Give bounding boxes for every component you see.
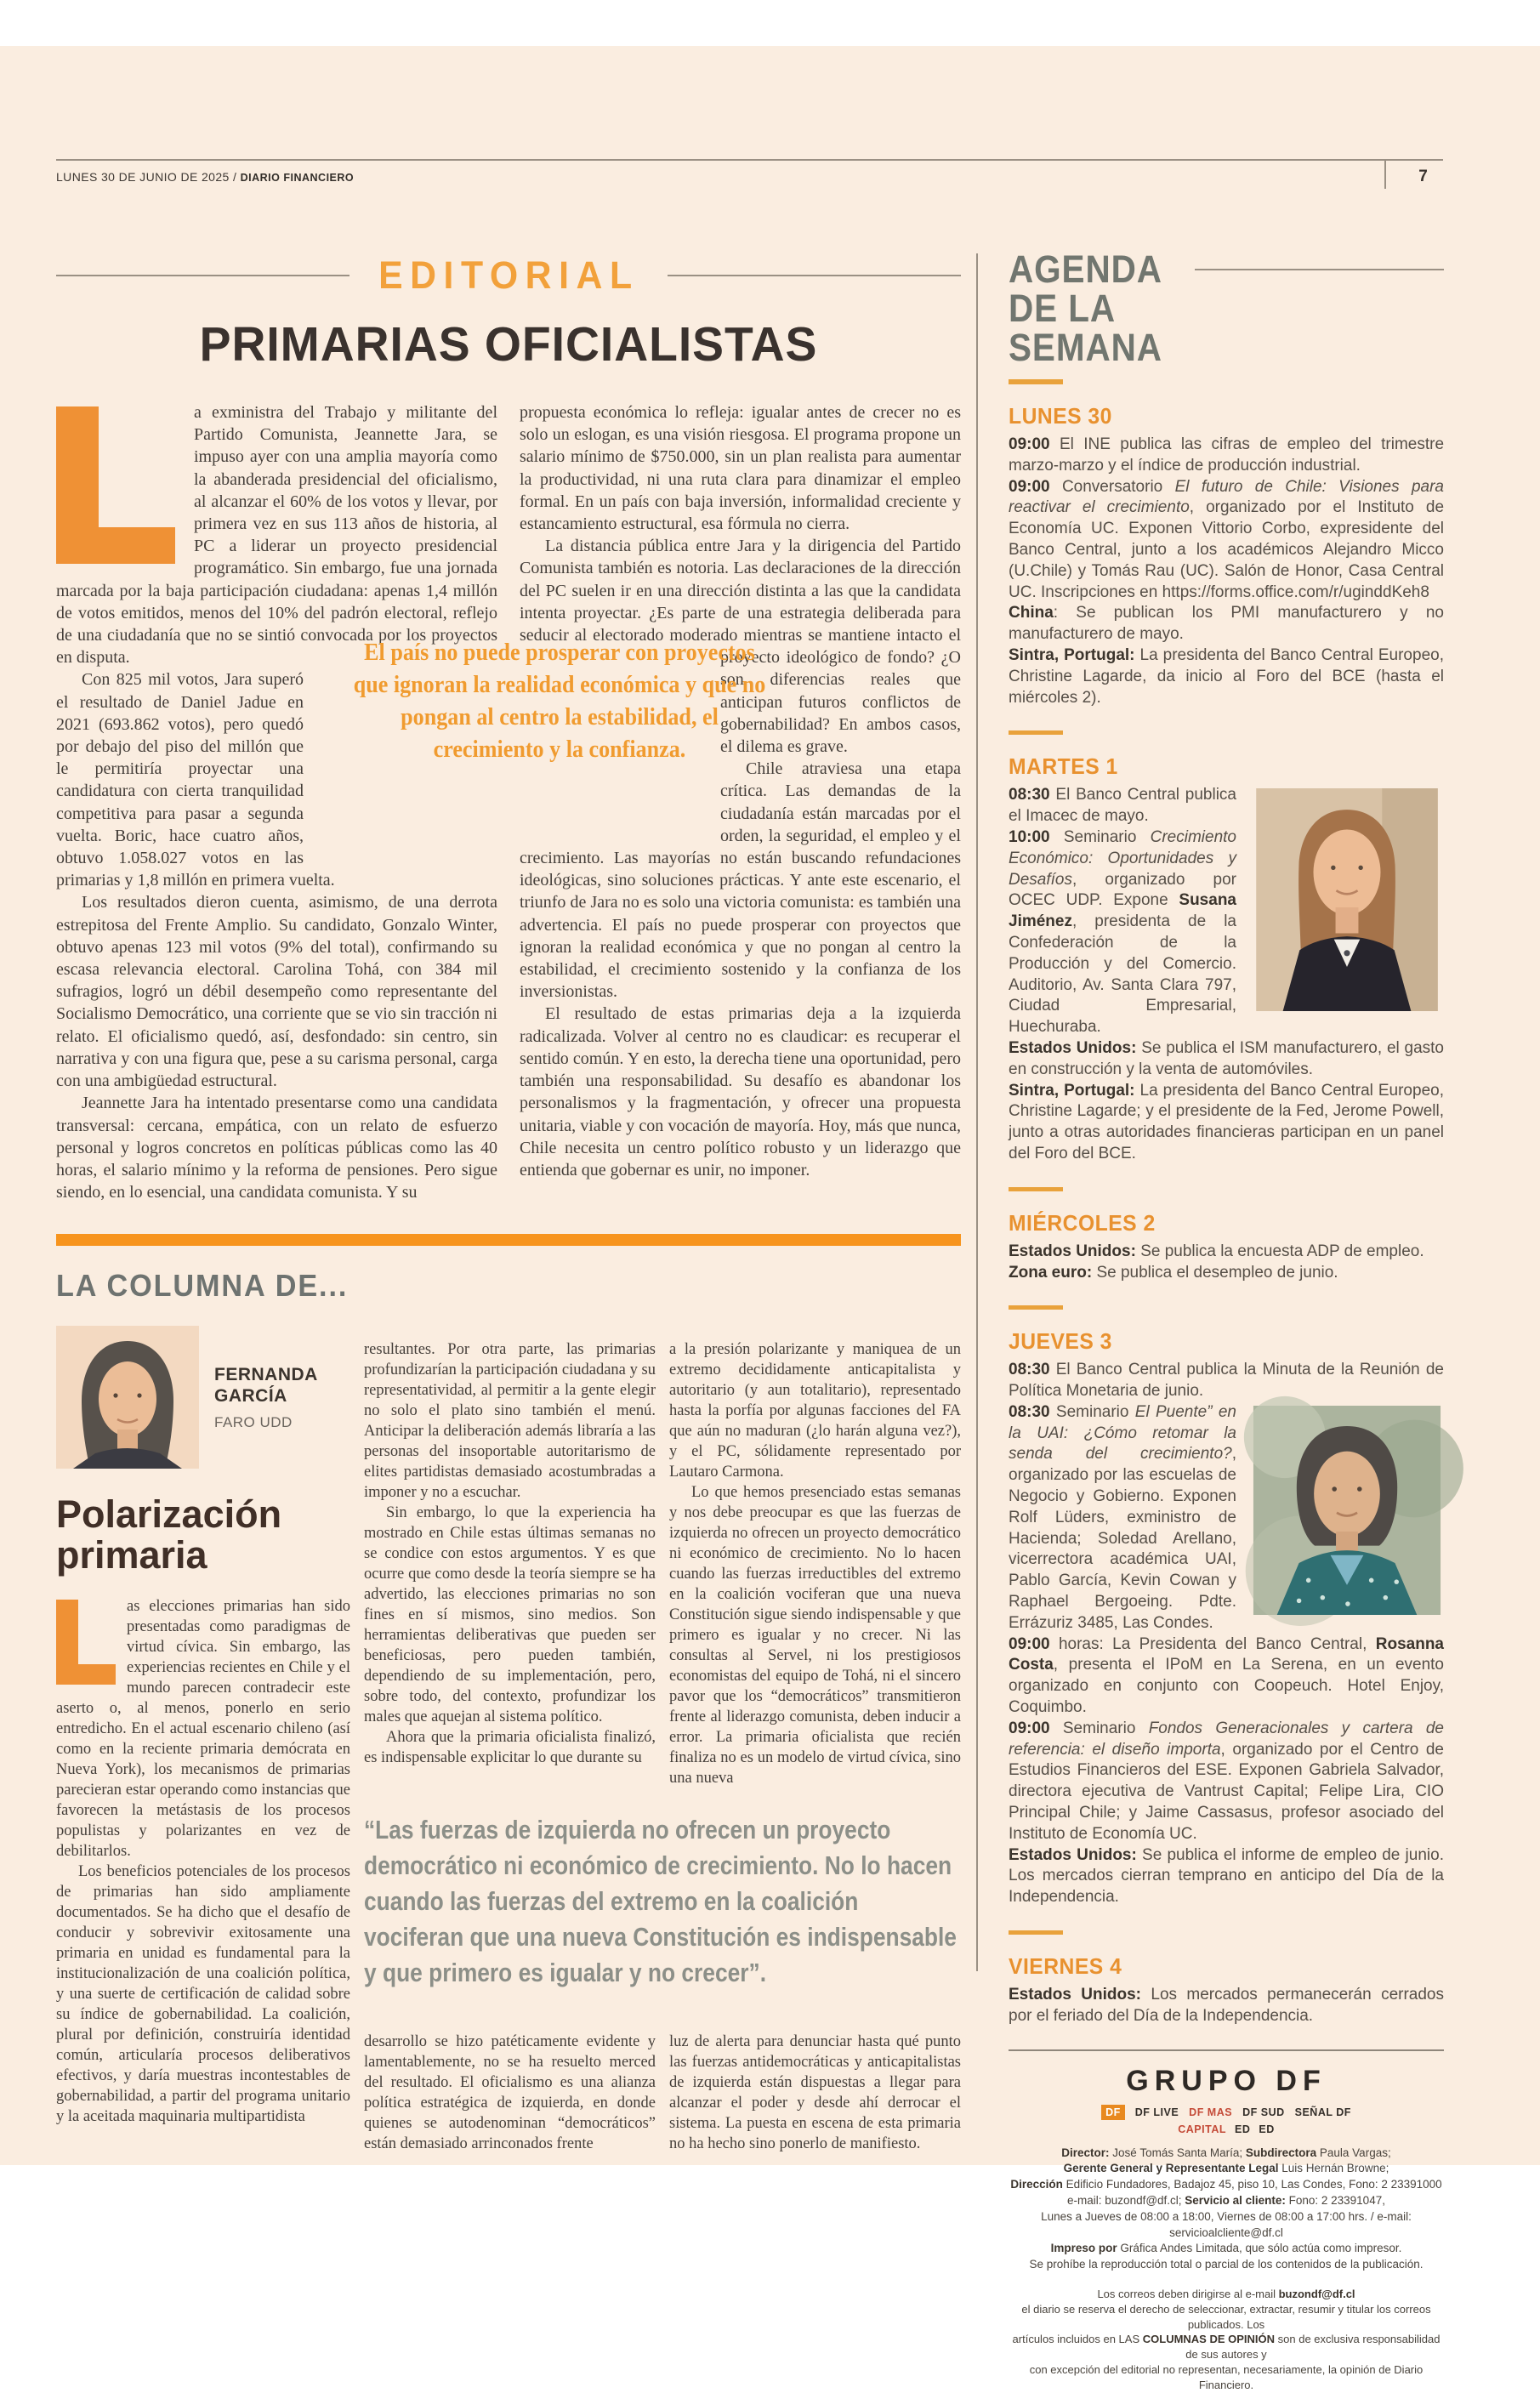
columna-paragraph: Los beneficios potenciales de los procesos de primarias han sido ampliamente documentados. Se ha dicho que el desafío de conducir y sobrevivir exitosamente una primaria en unidad es fundamental para la institucionalización de una coalición política, y una suerte de certificación de calidad sobre su índice de gobernabilidad. La coalición, plural por definición, construiría identidad común, articularía procesos deliberativos efectivos, y daría muestras incontestables de gobernabilidad, a partir del programa unitario y la aceitada maquinaria multipartidista xyxy=(56,1862,350,2125)
masthead xyxy=(1009,2049,1444,2393)
columna-paragraph: desarrollo se hizo patéticamente evidente y lamentablemente, no se ha resuelto merced del resultado. El oficialismo es una alianza política estratégica de izquierda, en donde quienes se autodenominan “democráticos” están demasiado arrinconados frente xyxy=(364,2033,656,2153)
day-label: LUNES 30 xyxy=(1009,403,1112,429)
page-number: 7 xyxy=(1418,168,1428,185)
day-divider xyxy=(1009,1187,1063,1191)
text-segment: , organizado por OCEC UDP. Expone xyxy=(1009,870,1236,910)
columna-colC-bottom xyxy=(669,2032,961,2154)
text-segment: 09:00 xyxy=(1009,1719,1063,1737)
author-affiliation: FARO UDD xyxy=(214,1413,293,1430)
day-label: VIERNES 4 xyxy=(1009,1953,1122,1980)
day-divider xyxy=(1009,1930,1063,1935)
dateline xyxy=(56,170,354,184)
text-segment: Seminario xyxy=(1063,827,1151,846)
agenda-day-martes xyxy=(1009,753,1444,1164)
text-segment: buzondf@df.cl xyxy=(1278,2287,1355,2300)
section-divider-bar xyxy=(56,1234,961,1246)
text-segment: China xyxy=(1009,604,1054,622)
columna-colC-top xyxy=(669,1339,961,1788)
text-segment: 10:00 xyxy=(1009,827,1064,846)
brand-logo: SEÑAL DF xyxy=(1294,2106,1351,2118)
author-name: FERNANDA GARCÍA xyxy=(214,1365,318,1407)
columna-section xyxy=(56,1268,961,2154)
day-divider xyxy=(1009,730,1063,735)
columna-title: Polarización primaria xyxy=(56,1492,282,1577)
agenda-item xyxy=(1009,1985,1444,2027)
columna-top-row xyxy=(364,1319,961,1788)
masthead-line xyxy=(1009,2362,1444,2393)
dropcap-letter-L xyxy=(56,1600,116,1685)
agenda-item xyxy=(1009,1360,1444,1402)
text-segment: Edificio Fundadores, Badajoz 45, piso 10, Las Condes, Fono: 2 23391000 xyxy=(1065,2178,1442,2191)
text-segment: Impreso por xyxy=(1050,2242,1121,2255)
text-segment: José Tomás Santa María; xyxy=(1112,2146,1246,2159)
text-segment: : Se publican los PMI manufacturero y no manufacturero de mayo. xyxy=(1009,604,1444,644)
text-segment: e-mail: buzondf@df.cl; xyxy=(1067,2194,1185,2207)
text-segment: Rosanna Costa xyxy=(1009,1634,1444,1674)
editorial-body xyxy=(56,401,961,1203)
text-segment: Los correos deben dirigirse al e-mail xyxy=(1097,2287,1279,2300)
day-label: JUEVES 3 xyxy=(1009,1328,1112,1355)
agenda-sidebar xyxy=(1009,247,1445,2393)
text-segment: El futuro de Chile: Visiones para reactivar el crecimiento xyxy=(1009,477,1444,517)
text-segment: Se publica la encuesta ADP de empleo. xyxy=(1140,1242,1424,1260)
editorial-kicker-row xyxy=(56,253,961,298)
susana-jimenez-photo xyxy=(1250,788,1444,1015)
columna-colB-bottom xyxy=(364,2032,656,2154)
text-segment: , presenta el IPoM en La Serena, en un evento organizado en conjunto con Coopeuch. Hotel Enjoy, Coquimbo. xyxy=(1009,1656,1444,1717)
text-segment: el diario se reserva el derecho de seleccionar, extractar, resumir y titular los correos publicados. Los xyxy=(1021,2302,1431,2331)
text-segment: 09:00 xyxy=(1009,477,1062,496)
text-segment: Fono: 2 23391047, xyxy=(1288,2194,1385,2207)
grupo-df-logo: GRUPO DF xyxy=(1126,2064,1327,2097)
paper-brand: DIARIO FINANCIERO xyxy=(240,172,355,184)
text-segment: horas: La Presidenta del Banco Central, xyxy=(1058,1634,1376,1653)
brand-logo: DF MAS xyxy=(1189,2106,1233,2118)
day-label: MARTES 1 xyxy=(1009,753,1118,780)
agenda-heading-rule xyxy=(1195,269,1444,270)
text-segment: Crecimiento Económico: Oportunidades y Desafíos xyxy=(1009,827,1236,889)
editorial-text: mantiene intacto el proyecto ideológico de fondo? ¿O son diferencias reales que anticipan futuros conflictos de gobernabilidad? En ambos casos, el dilema es grave. xyxy=(720,626,961,757)
text-segment: Seminario xyxy=(1062,1719,1149,1737)
editorial-region xyxy=(56,253,961,2154)
text-segment: Zona euro: xyxy=(1009,1263,1097,1282)
agenda-item xyxy=(1009,1242,1444,1263)
text-segment: COLUMNAS DE OPINIÓN xyxy=(1142,2333,1276,2346)
text-segment: Gerente General y Representante Legal xyxy=(1063,2162,1282,2175)
brand-logos-row-1 xyxy=(1009,2105,1444,2120)
day-items xyxy=(1009,435,1444,708)
text-segment: Se publica el ISM manufacturero, el gasto en construcción y la venta de automóviles. xyxy=(1009,1038,1444,1078)
day-divider xyxy=(1009,1305,1063,1310)
kicker-rule-left xyxy=(56,275,349,276)
agenda-item xyxy=(1009,1038,1444,1081)
agenda-item xyxy=(1009,1845,1444,1908)
text-segment: Servicio al cliente: xyxy=(1185,2194,1289,2207)
columna-paragraph: Lo que hemos presenciado estas semanas y nos debe preocupar es que las fuerzas de izquierda no ofrecen un proyecto democrático ni económico de crecimiento. No lo hacen cuando las fuerzas irreductibles del extremo en la coalición vociferan que una nueva Constitución sigue siendo indispensable y que primero es igualar y no crecer. Ni las consultas al Servel, ni los prestigiosos economistas del equipo de Tohá, ni el sincero pavor que los “democráticos” transmitieron frente al liderazgo comunista, deben inducir a error. La primaria oficialista que recién finaliza no es un modelo de virtud cívica, sino una nueva xyxy=(669,1484,961,1788)
editorial-paragraph: Jeannette Jara ha intentado presentarse como una candidata transversal: cercana, empática, con un relato de esfuerzo personal y logros concretos en políticas públicas como las 40 horas, el salario mínimo y la reforma de pensiones. Pero sigue siendo, en lo esencial, una candidata comunista. Y su xyxy=(56,1094,497,1202)
masthead-legal xyxy=(1009,2287,1444,2393)
columna-colA-body xyxy=(56,1596,350,2127)
text-segment: son de exclusiva responsabilidad de sus autores y xyxy=(1185,2333,1441,2362)
agenda-item xyxy=(1009,435,1444,477)
fernanda-garcia-avatar xyxy=(56,1326,199,1469)
masthead-line xyxy=(1009,2302,1444,2333)
masthead-line xyxy=(1009,2241,1444,2257)
text-segment: 08:30 xyxy=(1009,786,1056,804)
columna-right-columns xyxy=(364,1268,961,2154)
editorial-text: La distancia pública entre Jara y la dirigencia del Partido Comunista también es notoria. Las declaraciones de la dirección del PC suelen ir en una dirección distinta a las que la candidata intenta proyectar. ¿Es parte de una estrategia deliberada para seducir al electorado moderado mientras se xyxy=(520,537,961,645)
text-segment: 08:30 xyxy=(1009,1402,1056,1421)
agenda-day-lunes xyxy=(1009,403,1444,708)
text-segment: Estados Unidos: xyxy=(1009,1242,1141,1260)
masthead-line xyxy=(1009,2161,1444,2177)
text-segment: artículos incluidos en LAS xyxy=(1012,2333,1143,2346)
text-segment: Luis Hernán Browne; xyxy=(1281,2162,1389,2175)
date-text: LUNES 30 DE JUNIO DE 2025 / xyxy=(56,170,241,184)
agenda-day-viernes xyxy=(1009,1953,1444,2027)
brand-logo: DF SUD xyxy=(1242,2106,1285,2118)
editorial-column-2 xyxy=(520,401,961,1203)
day-label: MIÉRCOLES 2 xyxy=(1009,1209,1156,1236)
columna-colB-top xyxy=(364,1339,656,1788)
agenda-day-miercoles xyxy=(1009,1210,1444,1284)
masthead-line xyxy=(1009,2146,1444,2162)
text-segment: Estados Unidos: xyxy=(1009,1845,1143,1864)
editorial-paragraph: propuesta económica lo refleja: igualar antes de crecer no es solo un eslogan, es una visión riesgosa. El programa propone un salario mínimo de $750.000, sin un plan realista para aumentar la productividad, ni una ruta clara para dinamizar el empleo formal. En un país con baja inversión, informalidad creciente y estancamiento estructural, esa fórmula no cierra. xyxy=(520,403,961,534)
masthead-line xyxy=(1009,2209,1444,2242)
brand-logo: CAPITAL xyxy=(1178,2123,1226,2135)
text-segment: Dirección xyxy=(1010,2178,1066,2191)
columna-bottom-row xyxy=(364,2011,961,2154)
editorial-paragraph: Los resultados dieron cuenta, asimismo, de una derrota estrepitosa del Frente Amplio. Su candidato, Gonzalo Winter, obtuvo apenas 123 mil votos (9% del total), confirmando su escasa relevancia electoral. Carolina Tohá, con 384 mil sufragios, logró un débil desempeño como representante del Socialismo Democrático, una corriente que se vio sin tracción ni relato. El oficialismo quedó, así, desfondado: sin centro, sin narrativa y con una figura que, pese a su carisma personal, carga con una ambigüedad estructural. xyxy=(56,893,497,1091)
text-segment: Lunes a Jueves de 08:00 a 18:00, Viernes de 08:00 a 17:00 hrs. / e-mail: servicioalcliente@df.cl xyxy=(1041,2209,1412,2239)
text-segment: , organizado por el Centro de Estudios Financieros del ESE. Exponen Gabriela Salvador, directora ejecutiva de Vantrust Capital; Felipe Lira, CIO Principal Chile; y Jaime Cassasus, profesor asociado del Instituto de Economía UC. xyxy=(1009,1740,1444,1843)
columna-paragraph: Sin embargo, lo que la experiencia ha mostrado en Chile estas últimas semanas no se condice con estos argumentos. Y es que ocurre que como desde la teoría siempre se ha advertido, las elecciones primarias no son fines en sí mismos, sino medios. Son herramientas deliberativas que pueden ser beneficiosas, pero pueden también, dependiendo de su implementación, pero, sobre todo, del contexto, profundizar los males que aquejan al sistema político. xyxy=(364,1504,656,1726)
text-segment: Conversatorio xyxy=(1061,477,1175,496)
text-segment: 09:00 xyxy=(1009,435,1060,453)
brand-logo: DF LIVE xyxy=(1134,2106,1179,2118)
agenda-heading xyxy=(1009,247,1444,384)
text-segment: Los mercados permanecerán cerrados por el feriado del Día de la Independencia. xyxy=(1009,1986,1444,2025)
masthead-line xyxy=(1009,2287,1444,2302)
text-segment: 09:00 xyxy=(1009,1634,1059,1653)
columna-section-label: LA COLUMNA DE... xyxy=(56,1268,349,1304)
agenda-item xyxy=(1009,603,1444,645)
agenda-item xyxy=(1009,477,1444,604)
top-rule xyxy=(56,159,1443,161)
brand-logo: ED xyxy=(1235,2123,1251,2135)
masthead-line xyxy=(1009,2332,1444,2362)
text-segment: La presidenta del Banco Central Europeo, Christine Lagarde, da inicio al Foro del BCE (hasta el miércoles 2). xyxy=(1009,645,1444,707)
agenda-item xyxy=(1009,645,1444,708)
masthead-line xyxy=(1009,2177,1444,2193)
masthead-line xyxy=(1009,2193,1444,2209)
dropcap-letter-L xyxy=(56,406,175,564)
columna-left-column xyxy=(56,1268,350,2154)
columna-pull-quote: “Las fuerzas de izquierda no ofrecen un proyecto democrático ni económico de crecimiento. No lo hacen cuando las fuerzas del extremo en la coalición vociferan que una nueva Constitución es indispensable y que primero es igualar y no crecer”. xyxy=(364,1815,957,1988)
text-segment: El Banco Central publica la Minuta de la Reunión de Política Monetaria de junio. xyxy=(1009,1361,1444,1401)
text-segment: Paula Vargas; xyxy=(1319,2146,1391,2159)
author-block xyxy=(56,1326,350,1469)
editorial-paragraph xyxy=(56,401,497,668)
editorial-paragraph: El resultado de estas primarias deja a la izquierda radicalizada. Volver al centro no es claudicar: es recuperar el sentido común. Y en esto, la derecha tiene una oportunidad, pero también una responsabilidad. Su desafío es abandonar los personalismos y la fragmentación, y ofrecer una propuesta unitaria, viable y con vocación de mayoría. Hoy, más que nunca, Chile necesita un centro político robusto y un liderazgo que entienda que gobernar es unir, no imponer. xyxy=(520,1004,961,1179)
text-segment: Estados Unidos: xyxy=(1009,1038,1142,1057)
agenda-title-line1: AGENDA xyxy=(1009,247,1162,291)
agenda-day-jueves xyxy=(1009,1328,1444,1908)
brand-logos-row-2 xyxy=(1009,2123,1444,2135)
brand-logo: DF xyxy=(1101,2105,1125,2120)
editorial-pull-quote: El país no puede prosperar con proyectos que ignoran la realidad económica y que no pongan al centro la estabilidad, el crecimiento y la confianza. xyxy=(353,639,766,763)
text-segment: Gráfica Andes Limitada, que sólo actúa como impresor. xyxy=(1120,2242,1402,2255)
editorial-column-1 xyxy=(56,401,497,1203)
text-segment: Se prohíbe la reproducción total o parcial de los contenidos de la publicación. xyxy=(1029,2258,1424,2271)
editorial-text: a exministra del Trabajo y militante del Partido Comunista, Jeannette Jara, se impuso ayer con una amplia mayoría como la abanderada presidencial del oficialismo, al alcanzar el 60% de los votos y llevar, por primera vez en sus 113 años de historia, al PC a liderar un proyecto presidencial programático. Sin embargo, fue una jornada marcada por la baja participación ciudadana: apenas 1,4 millón de votos emitidos, menos del 10% del padrón electoral, reflejo de una ciudadanía que no se sintió convocada por los proyectos en disputa. xyxy=(56,403,497,668)
text-segment: La presidenta del Banco Central Europeo, Christine Lagarde; y el presidente de la Fed, Jerome Powell, junto a otras autoridades financieras participan en un panel del Foro del BCE. xyxy=(1009,1081,1444,1162)
agenda-item xyxy=(1009,1719,1444,1845)
agenda-item xyxy=(1009,1263,1444,1284)
columna-paragraph: a la presión polarizante y maniquea de un extremo decididamente anticapitalista y autoritario (y aun totalitario), representado hasta la porfía por algunas facciones del FA que aún no maduran (¿lo harán alguna vez?), y el PC, sólidamente representado por Lautaro Carmona. xyxy=(669,1341,961,1481)
columna-paragraph xyxy=(56,1596,350,1862)
text-segment: Se publica el informe de empleo de junio. Los mercados cierran temprano en anticipo del Día de la Independencia. xyxy=(1009,1845,1444,1907)
text-segment: Subdirectora xyxy=(1245,2146,1320,2159)
editorial-title: PRIMARIAS OFICIALISTAS xyxy=(199,317,818,372)
day-items xyxy=(1009,1360,1444,1402)
day-items xyxy=(1009,1985,1444,2027)
agenda-title-line3: SEMANA xyxy=(1009,326,1162,369)
text-segment: Director: xyxy=(1061,2146,1113,2159)
agenda-underline xyxy=(1009,379,1063,384)
agenda-item xyxy=(1009,1634,1444,1719)
text-segment: , organizado por las escuelas de Negocio y Gobierno. Exponen Rolf Lüders, exministro de Hacienda; Soledad Arellano, vicerrectora académica UAI, Pablo García, Kevin Cowan y Raphael Bergoeing. Pdte. Errázuriz 3485, Las Condes. xyxy=(1009,1445,1236,1632)
text-segment: con excepción del editorial no representan, necesariamente, la opinión de Diario Financiero. xyxy=(1029,2362,1424,2391)
editorial-paragraph: Chile atraviesa una etapa crítica. Las demandas de la ciudadanía están marcadas por el orden, la seguridad, el empleo y el crecimiento. Las mayorías no están buscando refundaciones ideológicas, sino soluciones prácticas. Y ante este escenario, el triunfo de Jara no es solo una victoria comunista: es también una advertencia. El país no puede prosperar con proyectos que ignoran la realidad económica y que no pongan al centro la estabilidad, el crecimiento sostenido y la confianza de los inversionistas. xyxy=(520,759,961,1002)
vertical-divider xyxy=(976,253,978,1971)
text-segment: Sintra, Portugal: xyxy=(1009,1081,1140,1100)
masthead-credits xyxy=(1009,2146,1444,2273)
columna-paragraph: resultantes. Por otra parte, las primarias profundizarían la participación ciudadana y su representatividad, al permitir a la gente elegir no solo el plato sino también el menú. Anticipar la deliberación además libraría a las personas del insoportable autoritarismo de elites partidistas demasiado acostumbradas a imponer y no a escuchar. xyxy=(364,1341,656,1502)
rosanna-costa-photo xyxy=(1250,1406,1444,1619)
editorial-paragraph: Con 825 mil votos, Jara superó el resultado de Daniel Jadue en 2021 (693.862 votos), pero quedó por debajo del piso del millón que le permitiría proyectar una candidatura con cierta tranquilidad competitiva para pasar a segunda vuelta. Boric, hace cuatro años, obtuvo 1.058.027 votos en las primarias y 1,8 millón en primera vuelta. xyxy=(56,670,335,890)
columna-paragraph: luz de alerta para denunciar hasta qué punto las fuerzas antidemocráticas y anticapitalistas de izquierda están dispuestas a llegar para alcanzar el poder y desde ahí derrocar el sistema. La puesta en escena de esta primaria no ha hecho sino ponerlo de manifiesto. xyxy=(669,2033,961,2153)
text-segment: , presidenta de la Confederación de la Producción y del Comercio. Auditorio, Av. Santa Clara 797, Ciudad Empresarial, Huechuraba. xyxy=(1009,912,1236,1037)
text-segment: , organizado por el Instituto de Economía UC. Exponen Vittorio Corbo, expresidente del Banco Central, junto a los académicos Alejandro Micco (U.Chile) y Tomás Rau (UC). Salón de Honor, Casa Central UC. Inscripciones en https://forms.office.com/r/uginddKeh8 xyxy=(1009,498,1445,601)
text-segment: El INE publica las cifras de empleo del trimestre marzo-marzo y el índice de producción industrial. xyxy=(1009,435,1445,475)
text-segment: Seminario xyxy=(1055,1402,1135,1421)
text-segment: Fondos Generacionales y cartera de referencia: el diseño importa xyxy=(1009,1719,1444,1759)
day-items xyxy=(1009,1242,1444,1284)
columna-text: as elecciones primarias han sido presentadas como paradigmas de virtud cívica. Sin embargo, las experiencias recientes en Chile y el mundo parecen contradecir este aserto o, al menos, ponerlo en serio entredicho. En el actual escenario chileno (así como en la reciente primaria demócrata en Nueva York), los mecanismos de primarias parecieran estar operando como instancias que favorecen la metástasis de los procesos populistas y polarizantes en vez de debilitarlos. xyxy=(56,1597,350,1860)
text-segment: El Puente” en la UAI: ¿Cómo retomar la senda del crecimiento? xyxy=(1009,1402,1236,1464)
kicker-rule-right xyxy=(668,275,961,276)
masthead-line xyxy=(1009,2257,1444,2273)
editorial-kicker: EDITORIAL xyxy=(378,253,639,297)
text-segment: El Banco Central publica el Imacec de mayo. xyxy=(1009,786,1236,826)
text-segment: Susana Jiménez xyxy=(1009,891,1236,931)
brand-logo: ED xyxy=(1259,2123,1275,2135)
text-segment: 08:30 xyxy=(1009,1361,1056,1379)
columna-paragraph: Ahora que la primaria oficialista finalizó, es indispensable explicitar lo que durante su xyxy=(364,1729,656,1767)
author-meta xyxy=(214,1364,325,1430)
text-segment: Sintra, Portugal: xyxy=(1009,645,1140,664)
folio-tick xyxy=(1384,159,1386,189)
text-segment: Se publica el desempleo de junio. xyxy=(1096,1263,1338,1282)
text-segment: Estados Unidos: xyxy=(1009,1986,1151,2004)
agenda-title-line2: DE LA xyxy=(1009,287,1116,330)
agenda-item xyxy=(1009,1081,1444,1165)
